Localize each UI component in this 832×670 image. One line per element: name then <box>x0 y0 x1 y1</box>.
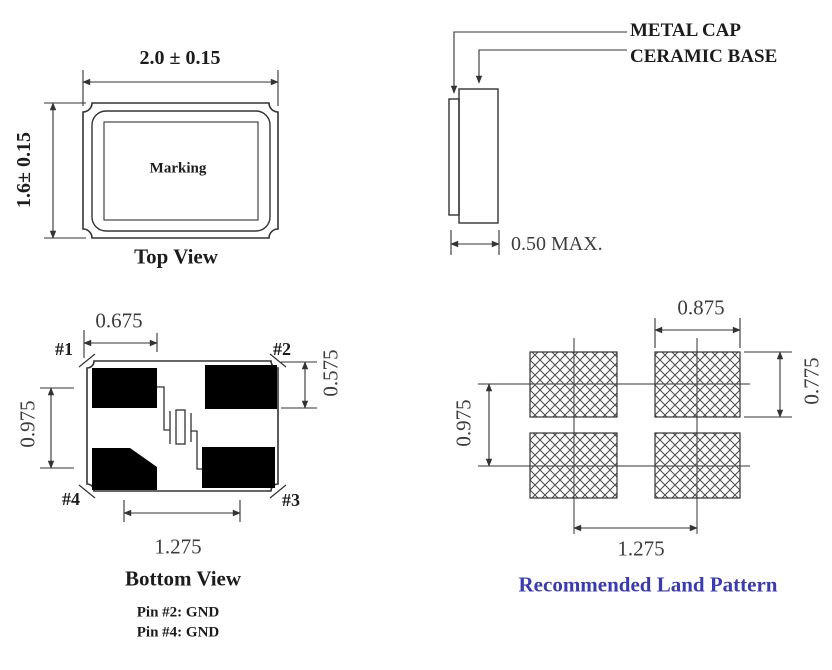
side-view-ceramic-base <box>459 89 498 223</box>
pad-4 <box>92 448 157 490</box>
land-pattern-title: Recommended Land Pattern <box>518 572 778 597</box>
land-pad-height-dim-label: 0.775 <box>799 357 824 405</box>
land-pad-top-right <box>655 352 740 417</box>
thickness-dim-label: 0.50 MAX. <box>511 233 603 255</box>
pad-3 <box>202 447 275 488</box>
top-view-title: Top View <box>134 244 218 269</box>
crystal-symbol <box>157 387 202 469</box>
land-pitch-v-dim-label: 0.975 <box>451 399 476 447</box>
pin2-gnd-note: Pin #2: GND <box>136 604 220 621</box>
land-pad-top-left <box>530 352 617 417</box>
pin-4-label: #4 <box>62 489 80 509</box>
pad-2 <box>205 365 277 409</box>
pin-1-label: #1 <box>55 339 73 359</box>
land-pitch-h-dim-label: 1.275 <box>617 536 665 561</box>
bottom-view-title: Bottom View <box>124 566 242 591</box>
bottom-pad-height-dim-label: 0.575 <box>318 349 343 397</box>
pin4-gnd-note: Pin #4: GND <box>136 624 220 641</box>
land-pattern-drawing <box>478 318 792 534</box>
bottom-pad-pitch-h-dim-label: 1.275 <box>154 534 202 559</box>
pin-2-label: #2 <box>273 339 291 359</box>
top-view-drawing <box>44 70 278 238</box>
top-view-width-dim-label: 2.0 ± 0.15 <box>139 47 221 69</box>
side-view-drawing <box>449 32 627 255</box>
ceramic-base-label: CERAMIC BASE <box>630 46 778 67</box>
top-view-height-dim-label: 1.6± 0.15 <box>13 132 35 208</box>
land-pad-bottom-left <box>530 433 617 498</box>
bottom-pad-pitch-v-dim-label: 0.975 <box>15 400 40 448</box>
marking-label: Marking <box>149 160 207 177</box>
pin-3-label: #3 <box>282 490 300 510</box>
metal-cap-leader <box>454 32 627 93</box>
bottom-pad-width-dim-label: 0.675 <box>95 308 143 333</box>
side-view-metal-cap <box>449 99 459 215</box>
ceramic-base-leader <box>479 50 627 83</box>
land-pad-bottom-right <box>655 433 740 498</box>
land-pad-width-dim-label: 0.875 <box>677 295 725 320</box>
pad-1 <box>92 368 157 408</box>
metal-cap-label: METAL CAP <box>630 20 742 41</box>
